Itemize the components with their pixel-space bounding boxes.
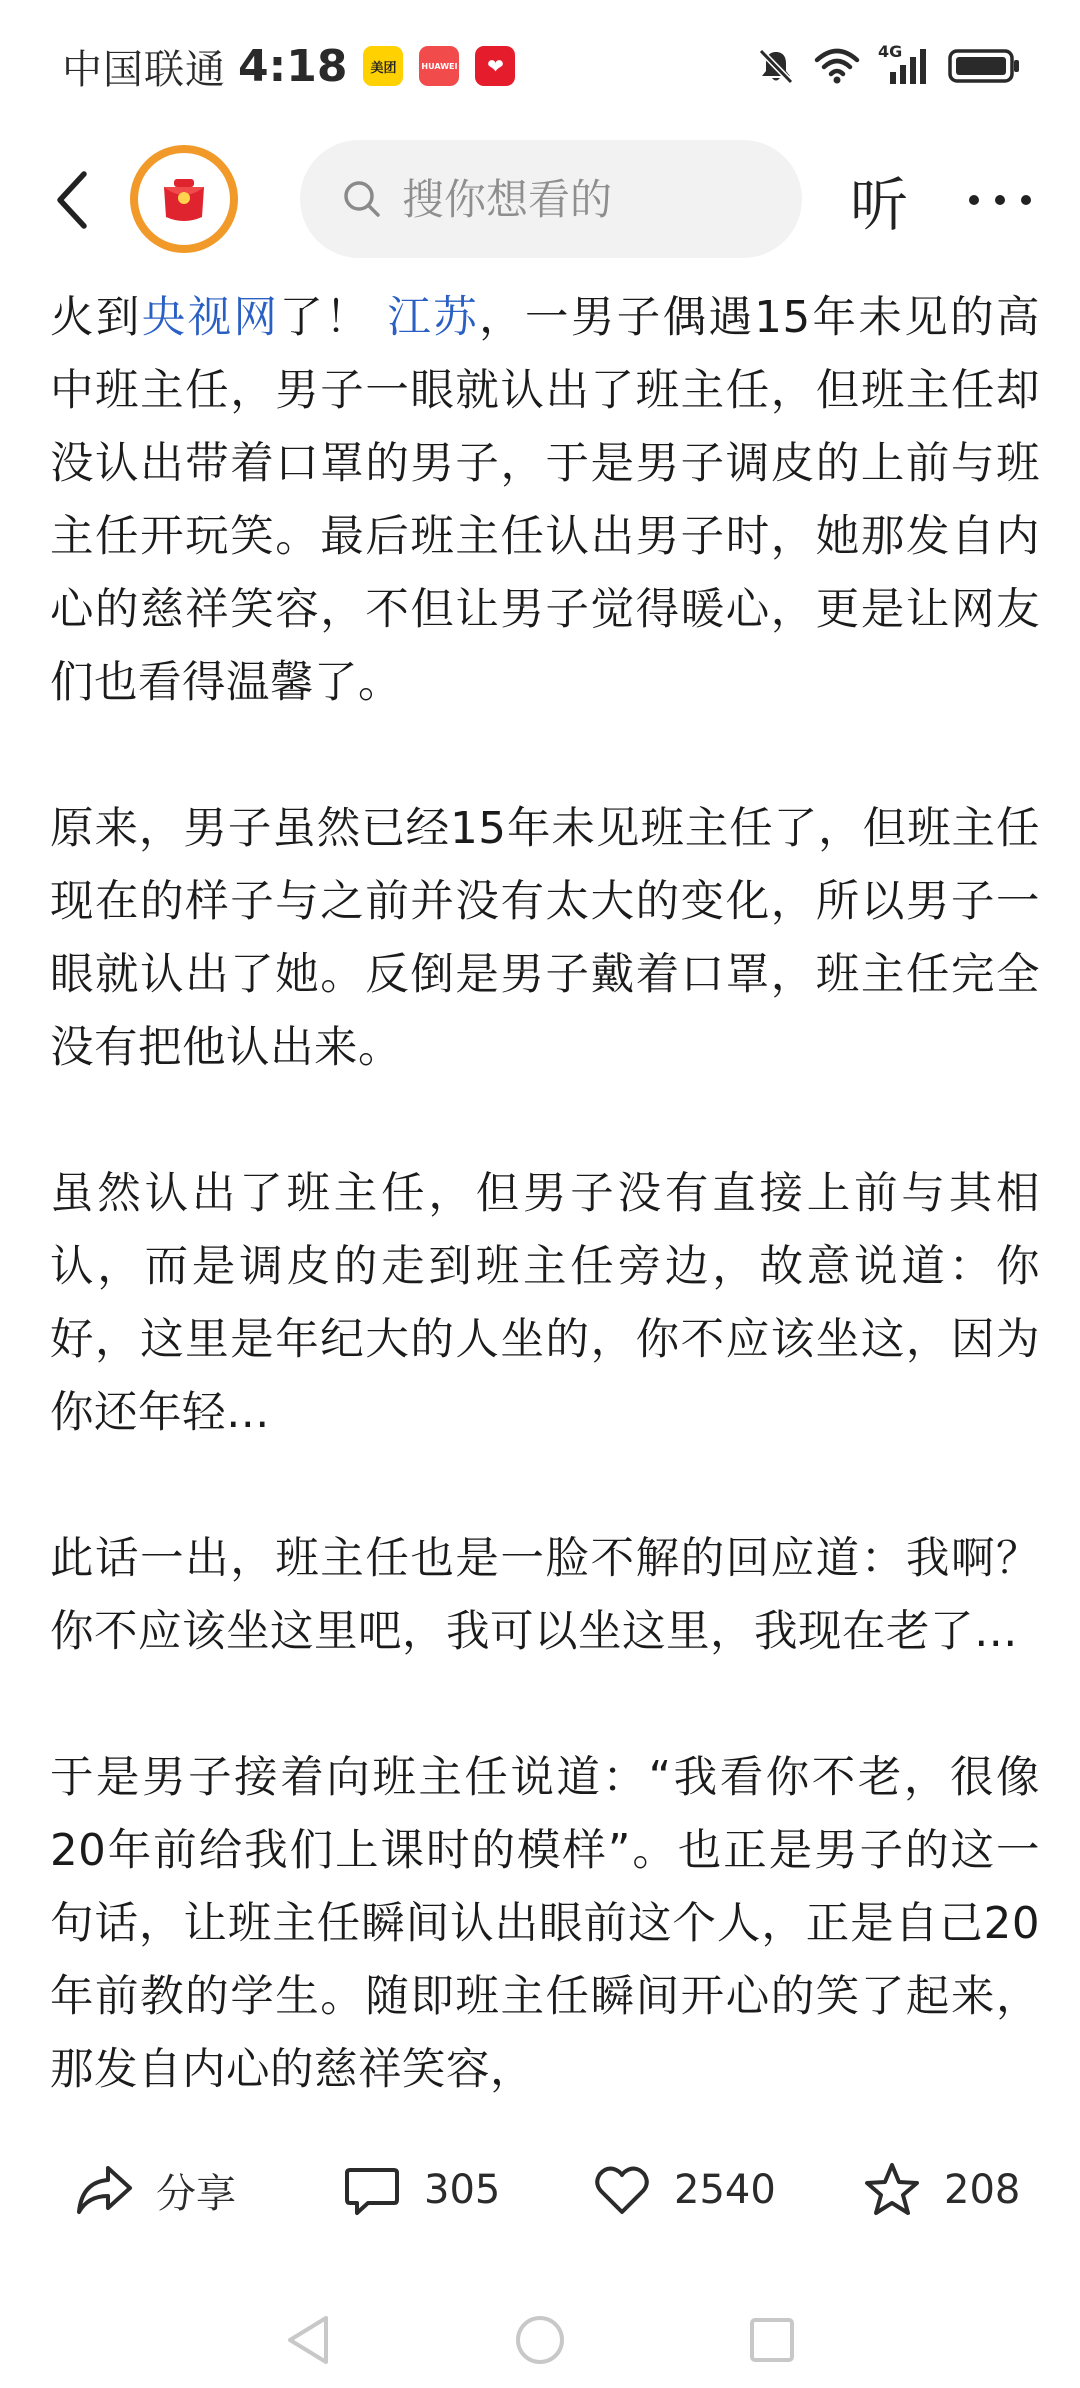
signal-icon bbox=[878, 42, 930, 86]
battery-icon bbox=[948, 46, 1022, 86]
article-body bbox=[50, 282, 1040, 2112]
top-header bbox=[0, 132, 1080, 267]
share-icon bbox=[74, 2160, 134, 2220]
more-dots-icon bbox=[964, 192, 1036, 208]
status-left bbox=[62, 38, 515, 94]
nav-recent-icon bbox=[746, 2314, 798, 2366]
article-paragraph bbox=[50, 1742, 1040, 2107]
topic-link[interactable]: 央视网 bbox=[141, 293, 280, 343]
carrier-name: 中国联通 bbox=[62, 46, 226, 93]
comment-icon bbox=[342, 2160, 402, 2220]
status-right bbox=[738, 40, 1022, 92]
nav-home-button[interactable] bbox=[510, 2310, 570, 2370]
action-bar bbox=[0, 2112, 1080, 2288]
logo-icon bbox=[145, 160, 223, 238]
heart-icon bbox=[592, 2160, 652, 2220]
more-button[interactable] bbox=[960, 152, 1040, 248]
huawei-badge-icon: HUAWEI bbox=[419, 46, 459, 86]
search-input[interactable] bbox=[402, 175, 782, 224]
paragraph-text: 此话一出，班主任也是一脸不解的回应道：我啊？你不应该坐这里吧，我可以坐这里，我现在老了… bbox=[50, 1534, 1040, 1657]
paragraph-text: 火到 bbox=[50, 293, 142, 343]
paragraph-text: ，一男子偶遇15年未见的高中班主任，男子一眼就认出了班主任，但班主任却没认出带着口罩的男子，于是男子调皮的上前与班主任开玩笑。最后班主任认出男子时，她那发自内心的慈祥笑容，不但让男子觉得暖心，更是让网友们也看得温馨了。 bbox=[50, 293, 1040, 708]
back-button[interactable] bbox=[40, 158, 104, 242]
app-logo[interactable] bbox=[130, 145, 238, 253]
article-paragraph bbox=[50, 282, 1040, 720]
mute-icon bbox=[756, 46, 796, 86]
gift-badge-icon: ❤ bbox=[475, 46, 515, 86]
system-nav-bar bbox=[0, 2288, 1080, 2388]
network-type-label: 4G bbox=[878, 42, 903, 61]
meituan-badge-icon: 美团 bbox=[363, 46, 403, 86]
article-paragraph bbox=[50, 1523, 1040, 1669]
wifi-icon bbox=[814, 46, 860, 86]
nav-recent-button[interactable] bbox=[742, 2310, 802, 2370]
listen-button[interactable]: 听 bbox=[850, 171, 909, 239]
like-count: 2540 bbox=[674, 2167, 776, 2213]
share-label: 分享 bbox=[156, 2170, 236, 2217]
favorite-button[interactable] bbox=[862, 2150, 1020, 2230]
nav-home-icon bbox=[512, 2312, 568, 2368]
search-icon bbox=[340, 177, 384, 221]
clock-time: 4:18 bbox=[238, 40, 348, 92]
nav-back-icon bbox=[282, 2312, 334, 2368]
paragraph-text: 了！ bbox=[279, 293, 388, 343]
paragraph-text: 虽然认出了班主任，但男子没有直接上前与其相认，而是调皮的走到班主任旁边，故意说道：你好，这里是年纪大的人坐的，你不应该坐这，因为你还年轻… bbox=[50, 1169, 1040, 1438]
star-icon bbox=[862, 2160, 922, 2220]
paragraph-text: 原来，男子虽然已经15年未见班主任了，但班主任现在的样子与之前并没有太大的变化，所以男子一眼就认出了她。反倒是男子戴着口罩，班主任完全没有把他认出来。 bbox=[50, 804, 1040, 1073]
share-button[interactable] bbox=[74, 2150, 236, 2230]
like-button[interactable] bbox=[592, 2150, 776, 2230]
article-paragraph bbox=[50, 793, 1040, 1085]
chevron-left-icon bbox=[52, 168, 92, 232]
comment-button[interactable] bbox=[342, 2150, 500, 2230]
article-paragraph bbox=[50, 1158, 1040, 1450]
favorite-count: 208 bbox=[944, 2167, 1021, 2213]
search-bar[interactable] bbox=[300, 140, 802, 258]
topic-link[interactable]: 江苏 bbox=[387, 293, 480, 343]
nav-back-button[interactable] bbox=[278, 2310, 338, 2370]
comment-count: 305 bbox=[424, 2167, 501, 2213]
paragraph-text: 于是男子接着向班主任说道：“我看你不老，很像20年前给我们上课时的模样”。也正是男子的这一句话，让班主任瞬间认出眼前这个人，正是自己20年前教的学生。随即班主任瞬间开心的笑了起来，那发自内心的慈祥笑容， bbox=[50, 1753, 1040, 2095]
status-bar bbox=[0, 0, 1080, 132]
